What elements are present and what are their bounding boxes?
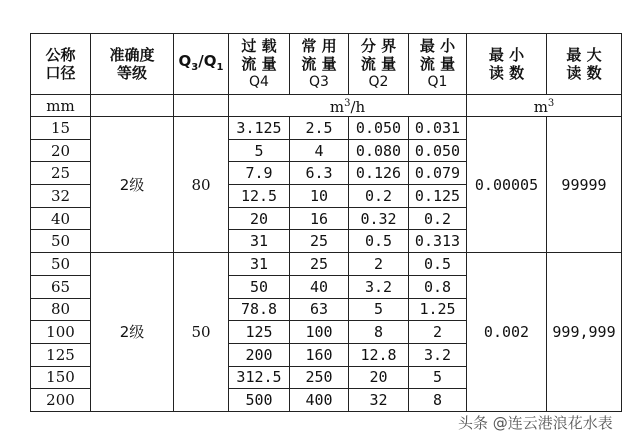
cell-q3: 2.5 [290, 117, 349, 140]
unit-row [31, 95, 622, 117]
table-row [31, 117, 622, 140]
cell-dn: 25 [31, 162, 91, 185]
cell-q2: 0.050 [349, 117, 409, 140]
cell-ratio: 50 [174, 253, 229, 412]
cell-max-reading: 99999 [547, 117, 622, 253]
cell-q1: 3.2 [409, 343, 467, 366]
cell-q3: 25 [290, 253, 349, 276]
cell-q3: 25 [290, 230, 349, 253]
header-permanent-flow: 常 用 流 量 Q3 [290, 34, 349, 95]
cell-q1: 1.25 [409, 298, 467, 321]
cell-q4: 312.5 [229, 366, 290, 389]
cell-max-reading: 999,999 [547, 253, 622, 412]
cell-q1: 0.079 [409, 162, 467, 185]
header-accuracy-class: 准确度 等级 [91, 34, 174, 95]
cell-q2: 8 [349, 321, 409, 344]
cell-dn: 50 [31, 230, 91, 253]
header-overload-flow: 过 载 流 量 Q4 [229, 34, 290, 95]
cell-q2: 5 [349, 298, 409, 321]
cell-q4: 31 [229, 253, 290, 276]
water-meter-spec-table [30, 33, 622, 412]
cell-dn: 80 [31, 298, 91, 321]
cell-q3: 4 [290, 139, 349, 162]
cell-q2: 0.126 [349, 162, 409, 185]
cell-q2: 20 [349, 366, 409, 389]
cell-q4: 78.8 [229, 298, 290, 321]
cell-dn: 20 [31, 139, 91, 162]
cell-q2: 0.080 [349, 139, 409, 162]
cell-q2: 0.32 [349, 207, 409, 230]
cell-dn: 100 [31, 321, 91, 344]
cell-dn: 15 [31, 117, 91, 140]
cell-q1: 0.125 [409, 185, 467, 208]
header-minimum-flow: 最 小 流 量 Q1 [409, 34, 467, 95]
cell-q2: 12.8 [349, 343, 409, 366]
cell-q4: 125 [229, 321, 290, 344]
unit-blank-accuracy [91, 95, 174, 117]
cell-q3: 6.3 [290, 162, 349, 185]
cell-q3: 10 [290, 185, 349, 208]
table-row [31, 253, 622, 276]
unit-flow: $m^3/h$ [229, 95, 467, 117]
cell-accuracy-class: 2级 [91, 253, 174, 412]
cell-q4: 3.125 [229, 117, 290, 140]
cell-q4: 20 [229, 207, 290, 230]
cell-q1: 5 [409, 366, 467, 389]
cell-q3: 40 [290, 275, 349, 298]
cell-dn: 32 [31, 185, 91, 208]
cell-dn: 65 [31, 275, 91, 298]
header-row [31, 34, 622, 95]
cell-q2: 0.2 [349, 185, 409, 208]
cell-min-reading: 0.002 [467, 253, 547, 412]
cell-q1: 0.2 [409, 207, 467, 230]
cell-ratio: 80 [174, 117, 229, 253]
cell-q1: 0.313 [409, 230, 467, 253]
header-min-reading: 最 小 读 数 [467, 34, 547, 95]
cell-q3: 16 [290, 207, 349, 230]
cell-q3: 400 [290, 389, 349, 412]
cell-dn: 40 [31, 207, 91, 230]
cell-q1: 2 [409, 321, 467, 344]
unit-dn: mm [31, 95, 91, 117]
cell-q4: 5 [229, 139, 290, 162]
cell-q2: 3.2 [349, 275, 409, 298]
cell-q4: 31 [229, 230, 290, 253]
cell-q3: 63 [290, 298, 349, 321]
cell-min-reading: 0.00005 [467, 117, 547, 253]
header-nominal-diameter: 公称 口径 [31, 34, 91, 95]
cell-q1: 0.031 [409, 117, 467, 140]
header-transitional-flow: 分 界 流 量 Q2 [349, 34, 409, 95]
unit-blank-ratio [174, 95, 229, 117]
cell-dn: 125 [31, 343, 91, 366]
cell-dn: 200 [31, 389, 91, 412]
cell-q2: 32 [349, 389, 409, 412]
cell-q1: 8 [409, 389, 467, 412]
header-ratio: $Q_3/Q_1$ [174, 34, 229, 95]
cell-q3: 160 [290, 343, 349, 366]
cell-dn: 150 [31, 366, 91, 389]
cell-q4: 12.5 [229, 185, 290, 208]
cell-q2: 2 [349, 253, 409, 276]
cell-q1: 0.050 [409, 139, 467, 162]
cell-q4: 500 [229, 389, 290, 412]
cell-q1: 0.8 [409, 275, 467, 298]
cell-q1: 0.5 [409, 253, 467, 276]
cell-q4: 7.9 [229, 162, 290, 185]
watermark: 头条 @连云港浪花水表 [458, 414, 613, 432]
cell-accuracy-class: 2级 [91, 117, 174, 253]
header-max-reading: 最 大 读 数 [547, 34, 622, 95]
cell-q3: 100 [290, 321, 349, 344]
cell-q2: 0.5 [349, 230, 409, 253]
cell-q3: 250 [290, 366, 349, 389]
cell-q4: 200 [229, 343, 290, 366]
cell-q4: 50 [229, 275, 290, 298]
unit-reading: $m^3$ [467, 95, 622, 117]
cell-dn: 50 [31, 253, 91, 276]
